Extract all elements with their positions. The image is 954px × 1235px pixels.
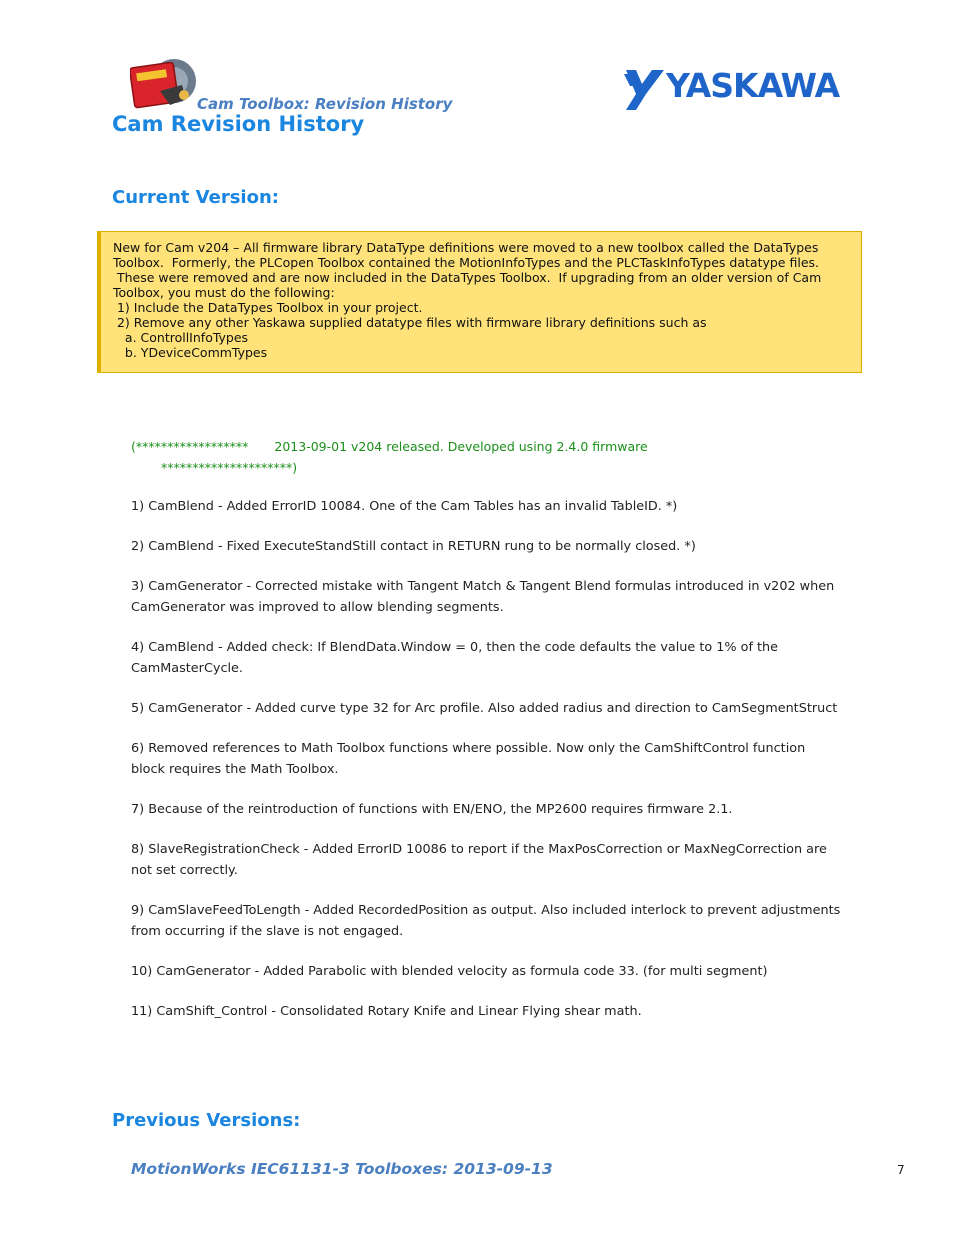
list-item: 7) Because of the reintroduction of functions with EN/ENO, the MP2600 requires firmware 2.1. xyxy=(131,802,733,817)
yaskawa-logo xyxy=(622,66,844,112)
list-item: 2) CamBlend - Fixed ExecuteStandStill contact in RETURN rung to be normally closed. *) xyxy=(131,539,696,554)
notice-line: New for Cam v204 – All firmware library DataType definitions were moved to a new toolbox called the DataTypes xyxy=(113,240,819,255)
release-stars-open: (****************** xyxy=(131,439,249,454)
notice-line: 2) Remove any other Yaskawa supplied datatype files with firmware library definitions such as xyxy=(113,315,707,330)
change-list xyxy=(131,496,843,1041)
yaskawa-mark-icon xyxy=(622,66,666,112)
notice-line: These were removed and are now included in the DataTypes Toolbox. If upgrading from an older version of Cam xyxy=(113,270,822,285)
list-item: 8) SlaveRegistrationCheck - Added ErrorID 10086 to report if the MaxPosCorrection or MaxNegCorrection are not set correctly. xyxy=(131,842,827,878)
notice-line: 1) Include the DataTypes Toolbox in your project. xyxy=(113,300,423,315)
list-item: 11) CamShift_Control - Consolidated Rotary Knife and Linear Flying shear math. xyxy=(131,1004,642,1019)
list-item: 9) CamSlaveFeedToLength - Added RecordedPosition as output. Also included interlock to prevent adjustments from occurring if the slave is not engaged. xyxy=(131,903,841,939)
list-item: 10) CamGenerator - Added Parabolic with blended velocity as formula code 33. (for multi segment) xyxy=(131,964,768,979)
current-version-heading: Current Version: xyxy=(112,187,279,208)
list-item: 1) CamBlend - Added ErrorID 10084. One of the Cam Tables has an invalid TableID. *) xyxy=(131,499,678,514)
notice-line: b. YDeviceCommTypes xyxy=(113,345,268,360)
list-item: 4) CamBlend - Added check: If BlendData.Window = 0, then the code defaults the value to 1% of the CamMasterCycle. xyxy=(131,640,779,676)
list-item: 3) CamGenerator - Corrected mistake with Tangent Match & Tangent Blend formulas introduced in v202 when CamGenerator was improved to allow blending segments. xyxy=(131,579,835,615)
release-stars-close: *********************) xyxy=(161,460,298,475)
header-subtitle: Cam Toolbox: Revision History xyxy=(197,95,453,113)
page-number: 7 xyxy=(897,1163,905,1177)
yaskawa-wordmark: YASKAWA xyxy=(666,66,840,105)
notice-line: a. ControllInfoTypes xyxy=(113,330,249,345)
previous-versions-heading: Previous Versions: xyxy=(112,1110,301,1131)
list-item: 6) Removed references to Math Toolbox functions where possible. Now only the CamShiftControl function block requires the Math Toolbox. xyxy=(131,741,806,777)
notice-line: Toolbox, you must do the following: xyxy=(113,285,335,300)
footer-title: MotionWorks IEC61131-3 Toolboxes: 2013-09-13 xyxy=(131,1160,553,1178)
release-text: 2013-09-01 v204 released. Developed using 2.4.0 firmware xyxy=(274,439,648,454)
notice-line: Toolbox. Formerly, the PLCopen Toolbox contained the MotionInfoTypes and the PLCTaskInfoTypes datatype files. xyxy=(113,255,819,270)
release-note xyxy=(131,436,731,478)
list-item: 5) CamGenerator - Added curve type 32 for Arc profile. Also added radius and direction to CamSegmentStruct xyxy=(131,701,838,716)
page-title: Cam Revision History xyxy=(112,112,365,136)
notice-box xyxy=(97,231,862,373)
toolbox-logo-icon xyxy=(130,55,198,113)
